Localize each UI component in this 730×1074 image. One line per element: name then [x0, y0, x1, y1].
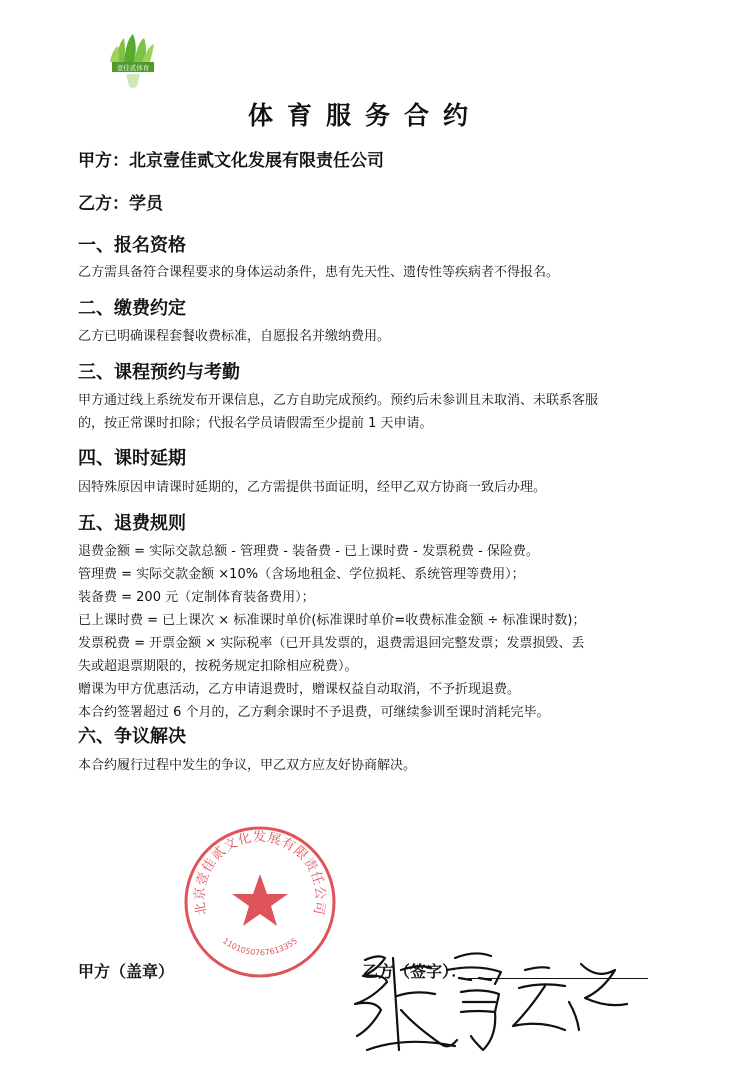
section-heading: 三、课程预约与考勤	[78, 362, 240, 383]
text-line: 发票税费 = 开票金额 × 实际税率（已开具发票的，退费需退回完整发票；发票损毁、丢	[78, 636, 585, 651]
text-line: 本合约履行过程中发生的争议，甲乙双方应友好协商解决。	[78, 758, 417, 773]
text-line: 管理费 = 实际交款金额 ×10%（含场地租金、学位损耗、系统管理等费用）；	[78, 567, 525, 582]
seal-text: 北京壹佳贰文化发展有限责任公司	[192, 830, 328, 917]
section-heading: 四、课时延期	[78, 448, 186, 469]
company-seal	[180, 822, 340, 982]
text-line: 已上课时费 = 已上课次 × 标准课时单价(标准课时单价=收费标准金额 ÷ 标准课时数)；	[78, 613, 586, 628]
text-line: 因特殊原因申请课时延期的，乙方需提供书面证明，经甲乙双方协商一致后办理。	[78, 480, 547, 495]
party-b: 乙方：学员	[78, 194, 163, 214]
section-body	[78, 261, 653, 284]
section-heading: 五、退费规则	[78, 513, 186, 534]
party-a-seal-label: 甲方（盖章）	[78, 962, 175, 981]
text-line: 失或超退票期限的，按税务规定扣除相应税费）。	[78, 659, 358, 674]
seal-number: 1101050767613355	[220, 936, 300, 958]
section-body	[78, 476, 653, 499]
company-logo	[108, 34, 158, 90]
section-body	[78, 389, 653, 435]
section-body	[78, 540, 653, 724]
party-b-sign-label: 乙方（签字）：	[362, 962, 467, 981]
page-title: 体育服务合约	[247, 101, 482, 130]
text-line: 本合约签署超过 6 个月的，乙方剩余课时不予退费，可继续参训至课时消耗完毕。	[78, 705, 550, 720]
text-line: 装备费 = 200 元（定制体育装备费用）；	[78, 590, 315, 605]
text-line: 退费金额 = 实际交款总额 - 管理费 - 装备费 - 已上课时费 - 发票税费 - 保险费。	[78, 544, 539, 559]
section-heading: 二、缴费约定	[78, 298, 186, 319]
text-line: 的，按正常课时扣除；代报名学员请假需至少提前 1 天申请。	[78, 416, 433, 431]
svg-text:1101050767613355	[221, 936, 299, 957]
party-a: 甲方：北京壹佳贰文化发展有限责任公司	[78, 151, 384, 171]
text-line: 赠课为甲方优惠活动，乙方申请退费时，赠课权益自动取消，不予折现退费。	[78, 682, 521, 697]
section-heading: 六、争议解决	[78, 726, 186, 747]
text-line: 乙方已明确课程套餐收费标准，自愿报名并缴纳费用。	[78, 329, 391, 344]
section-body	[78, 325, 653, 348]
text-line: 甲方通过线上系统发布开课信息，乙方自助完成预约。预约后未参训且未取消、未联系客服	[78, 393, 599, 408]
logo-text: 壹佳贰体育	[116, 64, 150, 72]
text-line: 乙方需具备符合课程要求的身体运动条件，患有先天性、遗传性等疾病者不得报名。	[78, 265, 560, 280]
section-body	[78, 754, 653, 777]
section-heading: 一、报名资格	[78, 235, 186, 256]
handwritten-signature	[345, 940, 645, 1070]
